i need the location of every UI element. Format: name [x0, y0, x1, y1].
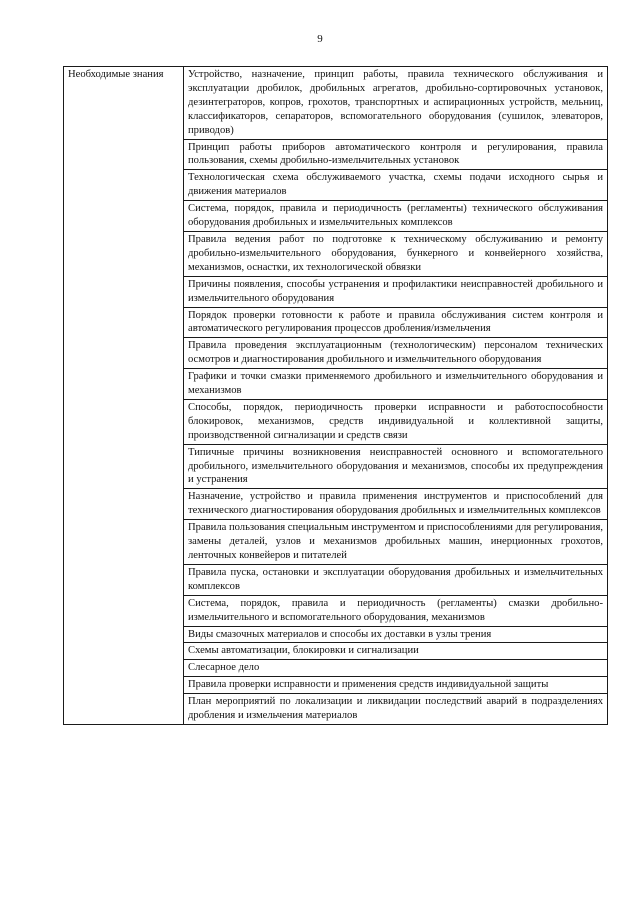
- knowledge-item: Назначение, устройство и правила применения инструментов и приспособлений для технического диагностирования оборудования дробильных и измельчительных комплексов: [184, 489, 608, 520]
- knowledge-item: Причины появления, способы устранения и профилактики неисправностей дробильного и измельчительного оборудования: [184, 276, 608, 307]
- knowledge-item: Способы, порядок, периодичность проверки исправности и работоспособности блокировок, механизмов, средств индивидуальной и коллективной защиты, производственной сигнализации и средств связи: [184, 399, 608, 444]
- section-label: Необходимые знания: [64, 67, 184, 725]
- requirements-table: [63, 66, 608, 725]
- knowledge-item: Принцип работы приборов автоматического контроля и регулирования, правила пользования, схемы дробильно-измельчительных установок: [184, 139, 608, 170]
- knowledge-item: Система, порядок, правила и периодичность (регламенты) смазки дробильно-измельчительного и вспомогательного оборудования, механизмов: [184, 595, 608, 626]
- knowledge-item: Правила ведения работ по подготовке к техническому обслуживанию и ремонту дробильно-измельчительного оборудования, бункерного и конвейерного хозяйства, механизмов, оснастки, их технологической обвязки: [184, 231, 608, 276]
- knowledge-item: План мероприятий по локализации и ликвидации последствий аварий в подразделениях дробления и измельчения материалов: [184, 694, 608, 725]
- knowledge-item: Правила пользования специальным инструментом и приспособлениями для регулирования, замены деталей, узлов и механизмов дробильных машин, инерционных грохотов, ленточных конвейеров и питателей: [184, 520, 608, 565]
- knowledge-item: Правила проведения эксплуатационным (технологическим) персоналом технических осмотров и диагностирования дробильного и измельчительного оборудования: [184, 338, 608, 369]
- knowledge-item: Виды смазочных материалов и способы их доставки в узлы трения: [184, 626, 608, 643]
- table-row: [64, 67, 608, 140]
- knowledge-item: Графики и точки смазки применяемого дробильного и измельчительного оборудования и механизмов: [184, 369, 608, 400]
- knowledge-item: Устройство, назначение, принцип работы, правила технического обслуживания и эксплуатации дробилок, дробильных агрегатов, дробильно-сортировочных установок, дезинтеграторов, копров, грохотов, транспортных и аспирационных устройств, мельниц, классификаторов, сепараторов, вспомогательного оборудования (сушилок, элеваторов, приводов): [184, 67, 608, 140]
- requirements-table-body: [64, 67, 608, 725]
- knowledge-item: Технологическая схема обслуживаемого участка, схемы подачи исходного сырья и движения материалов: [184, 170, 608, 201]
- knowledge-item: Порядок проверки готовности к работе и правила обслуживания систем контроля и автоматического регулирования процессов дробления/измельчения: [184, 307, 608, 338]
- knowledge-item: Слесарное дело: [184, 660, 608, 677]
- page-number: 9: [317, 33, 323, 45]
- knowledge-item: Правила проверки исправности и применения средств индивидуальной защиты: [184, 677, 608, 694]
- knowledge-item: Правила пуска, остановки и эксплуатации оборудования дробильных и измельчительных комплексов: [184, 564, 608, 595]
- knowledge-item: Типичные причины возникновения неисправностей основного и вспомогательного дробильного, измельчительного оборудования и механизмов, способы их предупреждения и устранения: [184, 444, 608, 489]
- knowledge-item: Схемы автоматизации, блокировки и сигнализации: [184, 643, 608, 660]
- knowledge-item: Система, порядок, правила и периодичность (регламенты) технического обслуживания оборудования дробильных и измельчительных комплексов: [184, 201, 608, 232]
